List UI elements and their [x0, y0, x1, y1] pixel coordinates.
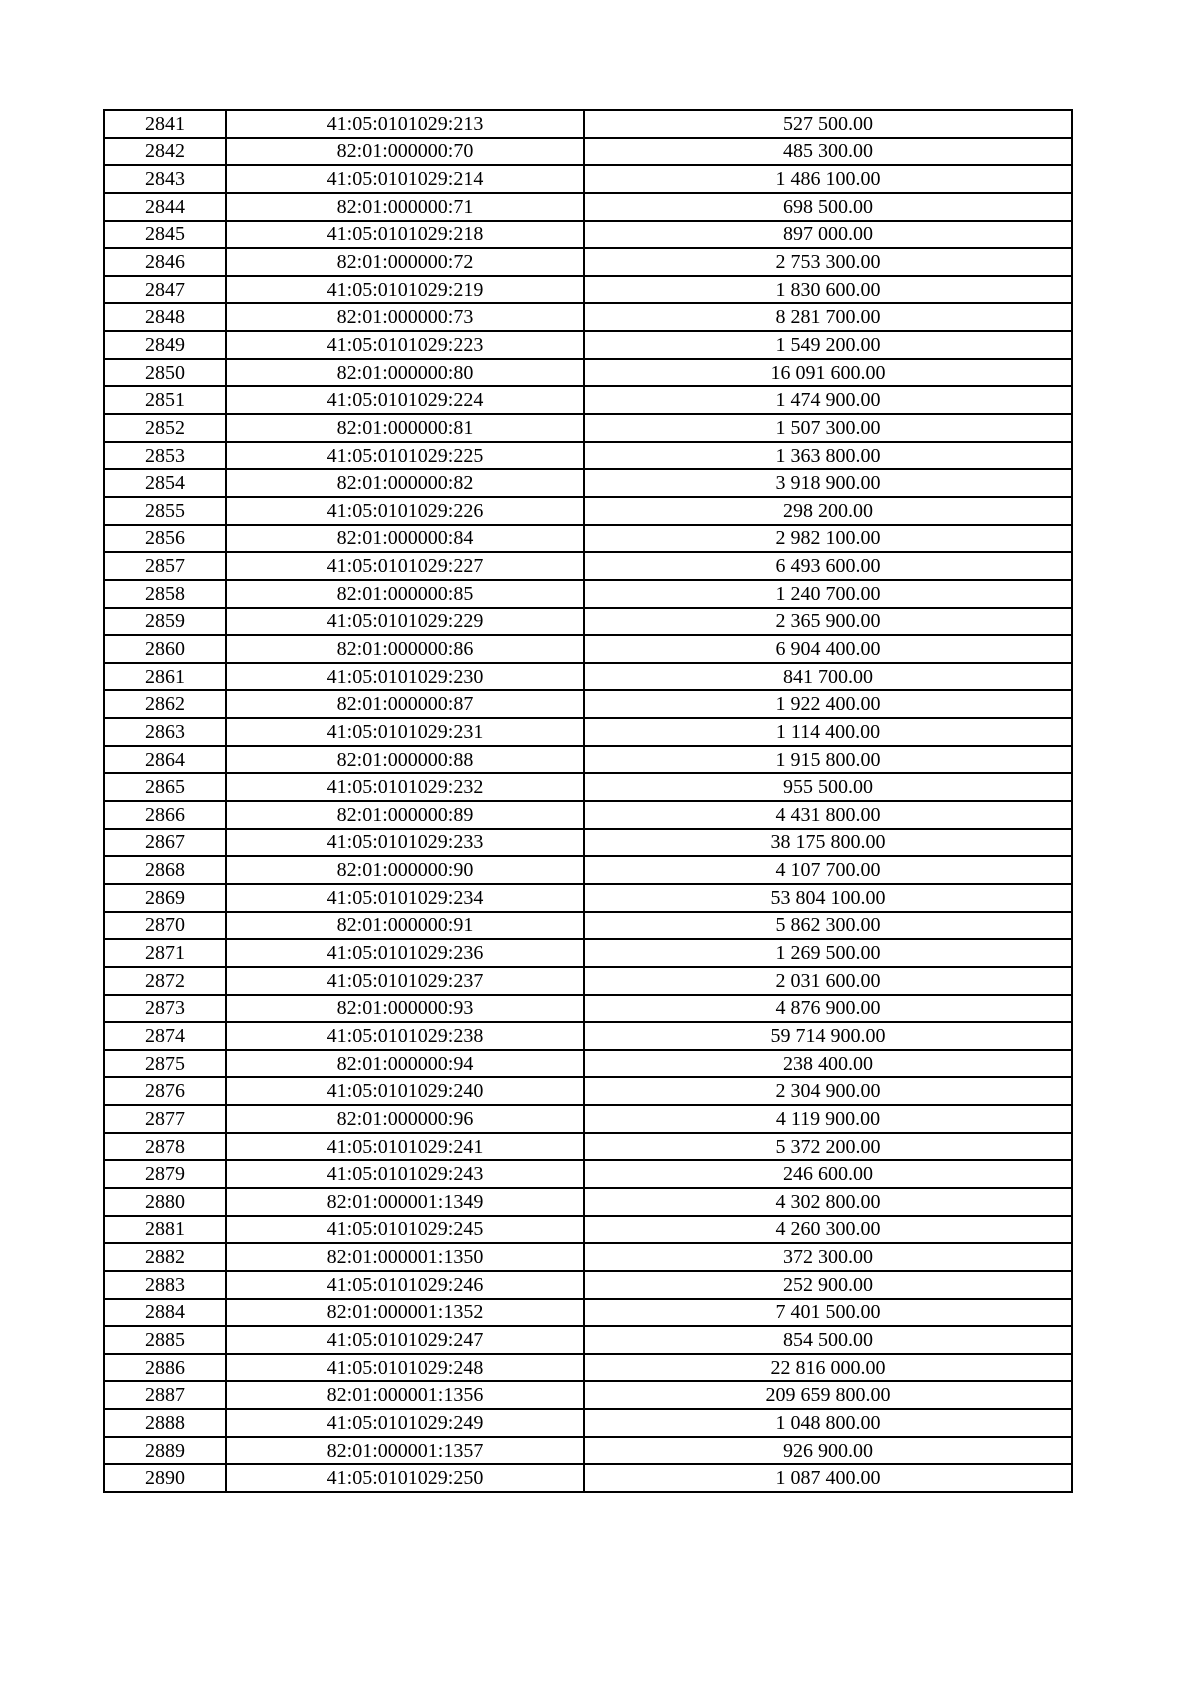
table-row [104, 1133, 1072, 1161]
row-number-cell: 2878 [104, 1133, 226, 1161]
row-number-cell: 2874 [104, 1022, 226, 1050]
cadastral-number-cell: 82:01:000000:70 [226, 138, 584, 166]
row-number-cell: 2849 [104, 331, 226, 359]
row-number-cell: 2877 [104, 1105, 226, 1133]
table-row [104, 359, 1072, 387]
cadastral-number-cell: 82:01:000000:96 [226, 1105, 584, 1133]
cadastral-value-table [103, 109, 1073, 1493]
table-row [104, 165, 1072, 193]
cadastral-number-cell: 82:01:000000:86 [226, 635, 584, 663]
cadastral-value-cell: 372 300.00 [584, 1243, 1072, 1271]
cadastral-number-cell: 41:05:0101029:214 [226, 165, 584, 193]
cadastral-value-cell: 8 281 700.00 [584, 303, 1072, 331]
table-row [104, 912, 1072, 940]
cadastral-number-cell: 82:01:000000:82 [226, 469, 584, 497]
row-number-cell: 2882 [104, 1243, 226, 1271]
cadastral-number-cell: 41:05:0101029:247 [226, 1326, 584, 1354]
table-row [104, 303, 1072, 331]
row-number-cell: 2855 [104, 497, 226, 525]
cadastral-value-cell: 4 260 300.00 [584, 1216, 1072, 1244]
cadastral-value-cell: 4 431 800.00 [584, 801, 1072, 829]
row-number-cell: 2886 [104, 1354, 226, 1382]
cadastral-value-cell: 4 119 900.00 [584, 1105, 1072, 1133]
cadastral-number-cell: 82:01:000000:85 [226, 580, 584, 608]
cadastral-number-cell: 82:01:000001:1350 [226, 1243, 584, 1271]
row-number-cell: 2884 [104, 1299, 226, 1327]
row-number-cell: 2848 [104, 303, 226, 331]
cadastral-number-cell: 41:05:0101029:213 [226, 110, 584, 138]
row-number-cell: 2889 [104, 1437, 226, 1465]
row-number-cell: 2890 [104, 1464, 226, 1492]
cadastral-value-cell: 1 087 400.00 [584, 1464, 1072, 1492]
cadastral-number-cell: 41:05:0101029:234 [226, 884, 584, 912]
table-row [104, 829, 1072, 857]
cadastral-number-cell: 41:05:0101029:219 [226, 276, 584, 304]
row-number-cell: 2881 [104, 1216, 226, 1244]
table-row [104, 1022, 1072, 1050]
table-row [104, 276, 1072, 304]
cadastral-value-cell: 16 091 600.00 [584, 359, 1072, 387]
table-row [104, 1188, 1072, 1216]
row-number-cell: 2857 [104, 552, 226, 580]
row-number-cell: 2856 [104, 525, 226, 553]
cadastral-number-cell: 41:05:0101029:232 [226, 773, 584, 801]
cadastral-number-cell: 41:05:0101029:231 [226, 718, 584, 746]
cadastral-value-cell: 1 363 800.00 [584, 442, 1072, 470]
cadastral-value-cell: 3 918 900.00 [584, 469, 1072, 497]
cadastral-number-cell: 41:05:0101029:241 [226, 1133, 584, 1161]
cadastral-number-cell: 41:05:0101029:223 [226, 331, 584, 359]
table-row [104, 939, 1072, 967]
cadastral-number-cell: 82:01:000000:91 [226, 912, 584, 940]
cadastral-value-cell: 841 700.00 [584, 663, 1072, 691]
cadastral-number-cell: 41:05:0101029:229 [226, 608, 584, 636]
row-number-cell: 2876 [104, 1077, 226, 1105]
cadastral-value-cell: 1 269 500.00 [584, 939, 1072, 967]
cadastral-number-cell: 41:05:0101029:224 [226, 386, 584, 414]
cadastral-number-cell: 41:05:0101029:233 [226, 829, 584, 857]
cadastral-number-cell: 41:05:0101029:245 [226, 1216, 584, 1244]
cadastral-value-cell: 4 107 700.00 [584, 856, 1072, 884]
cadastral-value-cell: 1 922 400.00 [584, 690, 1072, 718]
row-number-cell: 2868 [104, 856, 226, 884]
table-row [104, 1105, 1072, 1133]
table-row [104, 1160, 1072, 1188]
table-row [104, 193, 1072, 221]
table-row [104, 608, 1072, 636]
cadastral-number-cell: 41:05:0101029:226 [226, 497, 584, 525]
cadastral-value-cell: 854 500.00 [584, 1326, 1072, 1354]
cadastral-value-cell: 59 714 900.00 [584, 1022, 1072, 1050]
cadastral-number-cell: 41:05:0101029:249 [226, 1409, 584, 1437]
cadastral-value-cell: 1 549 200.00 [584, 331, 1072, 359]
cadastral-value-cell: 1 474 900.00 [584, 386, 1072, 414]
table-row [104, 746, 1072, 774]
cadastral-value-cell: 38 175 800.00 [584, 829, 1072, 857]
cadastral-number-cell: 82:01:000000:88 [226, 746, 584, 774]
row-number-cell: 2887 [104, 1381, 226, 1409]
row-number-cell: 2844 [104, 193, 226, 221]
table-row [104, 138, 1072, 166]
table-row [104, 580, 1072, 608]
table-row [104, 801, 1072, 829]
cadastral-value-cell: 1 486 100.00 [584, 165, 1072, 193]
cadastral-value-cell: 897 000.00 [584, 221, 1072, 249]
table-row [104, 1299, 1072, 1327]
row-number-cell: 2846 [104, 248, 226, 276]
cadastral-value-cell: 2 753 300.00 [584, 248, 1072, 276]
table-row [104, 248, 1072, 276]
cadastral-number-cell: 82:01:000000:90 [226, 856, 584, 884]
cadastral-value-cell: 1 915 800.00 [584, 746, 1072, 774]
row-number-cell: 2852 [104, 414, 226, 442]
cadastral-number-cell: 41:05:0101029:248 [226, 1354, 584, 1382]
cadastral-value-cell: 2 365 900.00 [584, 608, 1072, 636]
table-row [104, 386, 1072, 414]
table-row [104, 856, 1072, 884]
row-number-cell: 2860 [104, 635, 226, 663]
row-number-cell: 2859 [104, 608, 226, 636]
cadastral-value-cell: 6 904 400.00 [584, 635, 1072, 663]
row-number-cell: 2873 [104, 995, 226, 1023]
row-number-cell: 2842 [104, 138, 226, 166]
cadastral-value-cell: 1 048 800.00 [584, 1409, 1072, 1437]
cadastral-value-cell: 1 240 700.00 [584, 580, 1072, 608]
table-row [104, 552, 1072, 580]
table-row [104, 442, 1072, 470]
table-row [104, 1437, 1072, 1465]
cadastral-number-cell: 41:05:0101029:243 [226, 1160, 584, 1188]
table-row [104, 1354, 1072, 1382]
cadastral-number-cell: 41:05:0101029:218 [226, 221, 584, 249]
table-row [104, 718, 1072, 746]
cadastral-value-cell: 238 400.00 [584, 1050, 1072, 1078]
cadastral-number-cell: 82:01:000001:1349 [226, 1188, 584, 1216]
cadastral-number-cell: 41:05:0101029:238 [226, 1022, 584, 1050]
cadastral-number-cell: 41:05:0101029:240 [226, 1077, 584, 1105]
table-row [104, 1464, 1072, 1492]
table-row [104, 663, 1072, 691]
row-number-cell: 2861 [104, 663, 226, 691]
row-number-cell: 2866 [104, 801, 226, 829]
table-row [104, 967, 1072, 995]
cadastral-value-cell: 246 600.00 [584, 1160, 1072, 1188]
row-number-cell: 2883 [104, 1271, 226, 1299]
cadastral-number-cell: 82:01:000001:1356 [226, 1381, 584, 1409]
table-row [104, 1077, 1072, 1105]
row-number-cell: 2858 [104, 580, 226, 608]
cadastral-value-cell: 5 372 200.00 [584, 1133, 1072, 1161]
table-row [104, 221, 1072, 249]
row-number-cell: 2853 [104, 442, 226, 470]
table-row [104, 1271, 1072, 1299]
table-row [104, 635, 1072, 663]
cadastral-number-cell: 82:01:000000:89 [226, 801, 584, 829]
cadastral-number-cell: 82:01:000000:94 [226, 1050, 584, 1078]
row-number-cell: 2880 [104, 1188, 226, 1216]
table-row [104, 884, 1072, 912]
cadastral-value-cell: 298 200.00 [584, 497, 1072, 525]
cadastral-value-cell: 7 401 500.00 [584, 1299, 1072, 1327]
table-row [104, 1243, 1072, 1271]
cadastral-value-cell: 1 830 600.00 [584, 276, 1072, 304]
cadastral-value-cell: 5 862 300.00 [584, 912, 1072, 940]
row-number-cell: 2885 [104, 1326, 226, 1354]
cadastral-value-cell: 4 302 800.00 [584, 1188, 1072, 1216]
row-number-cell: 2888 [104, 1409, 226, 1437]
cadastral-number-cell: 41:05:0101029:237 [226, 967, 584, 995]
cadastral-number-cell: 82:01:000000:73 [226, 303, 584, 331]
row-number-cell: 2850 [104, 359, 226, 387]
cadastral-value-cell: 2 304 900.00 [584, 1077, 1072, 1105]
cadastral-value-cell: 6 493 600.00 [584, 552, 1072, 580]
cadastral-number-cell: 82:01:000000:84 [226, 525, 584, 553]
row-number-cell: 2875 [104, 1050, 226, 1078]
cadastral-value-cell: 4 876 900.00 [584, 995, 1072, 1023]
table-row [104, 1216, 1072, 1244]
cadastral-value-cell: 698 500.00 [584, 193, 1072, 221]
table-row [104, 773, 1072, 801]
cadastral-number-cell: 41:05:0101029:246 [226, 1271, 584, 1299]
cadastral-number-cell: 41:05:0101029:225 [226, 442, 584, 470]
cadastral-number-cell: 41:05:0101029:230 [226, 663, 584, 691]
cadastral-value-cell: 2 031 600.00 [584, 967, 1072, 995]
cadastral-number-cell: 82:01:000000:81 [226, 414, 584, 442]
table-row [104, 469, 1072, 497]
cadastral-number-cell: 41:05:0101029:236 [226, 939, 584, 967]
cadastral-value-cell: 527 500.00 [584, 110, 1072, 138]
cadastral-value-cell: 252 900.00 [584, 1271, 1072, 1299]
table-body [104, 110, 1072, 1492]
table-row [104, 1381, 1072, 1409]
table-row [104, 525, 1072, 553]
table-row [104, 690, 1072, 718]
row-number-cell: 2843 [104, 165, 226, 193]
table-row [104, 110, 1072, 138]
cadastral-number-cell: 82:01:000000:87 [226, 690, 584, 718]
row-number-cell: 2879 [104, 1160, 226, 1188]
table-row [104, 1050, 1072, 1078]
cadastral-number-cell: 41:05:0101029:250 [226, 1464, 584, 1492]
cadastral-value-cell: 926 900.00 [584, 1437, 1072, 1465]
table-row [104, 1326, 1072, 1354]
row-number-cell: 2865 [104, 773, 226, 801]
cadastral-value-cell: 2 982 100.00 [584, 525, 1072, 553]
row-number-cell: 2847 [104, 276, 226, 304]
cadastral-number-cell: 41:05:0101029:227 [226, 552, 584, 580]
row-number-cell: 2870 [104, 912, 226, 940]
cadastral-value-cell: 209 659 800.00 [584, 1381, 1072, 1409]
row-number-cell: 2851 [104, 386, 226, 414]
cadastral-value-cell: 1 507 300.00 [584, 414, 1072, 442]
cadastral-number-cell: 82:01:000000:72 [226, 248, 584, 276]
cadastral-value-cell: 22 816 000.00 [584, 1354, 1072, 1382]
row-number-cell: 2854 [104, 469, 226, 497]
table-row [104, 995, 1072, 1023]
row-number-cell: 2869 [104, 884, 226, 912]
row-number-cell: 2871 [104, 939, 226, 967]
row-number-cell: 2863 [104, 718, 226, 746]
row-number-cell: 2845 [104, 221, 226, 249]
table-row [104, 497, 1072, 525]
row-number-cell: 2841 [104, 110, 226, 138]
cadastral-value-cell: 1 114 400.00 [584, 718, 1072, 746]
table-row [104, 414, 1072, 442]
cadastral-number-cell: 82:01:000000:80 [226, 359, 584, 387]
row-number-cell: 2862 [104, 690, 226, 718]
cadastral-value-cell: 53 804 100.00 [584, 884, 1072, 912]
cadastral-number-cell: 82:01:000001:1357 [226, 1437, 584, 1465]
cadastral-value-cell: 485 300.00 [584, 138, 1072, 166]
cadastral-number-cell: 82:01:000001:1352 [226, 1299, 584, 1327]
cadastral-number-cell: 82:01:000000:93 [226, 995, 584, 1023]
table-row [104, 331, 1072, 359]
row-number-cell: 2864 [104, 746, 226, 774]
cadastral-value-cell: 955 500.00 [584, 773, 1072, 801]
cadastral-number-cell: 82:01:000000:71 [226, 193, 584, 221]
table-row [104, 1409, 1072, 1437]
row-number-cell: 2872 [104, 967, 226, 995]
row-number-cell: 2867 [104, 829, 226, 857]
